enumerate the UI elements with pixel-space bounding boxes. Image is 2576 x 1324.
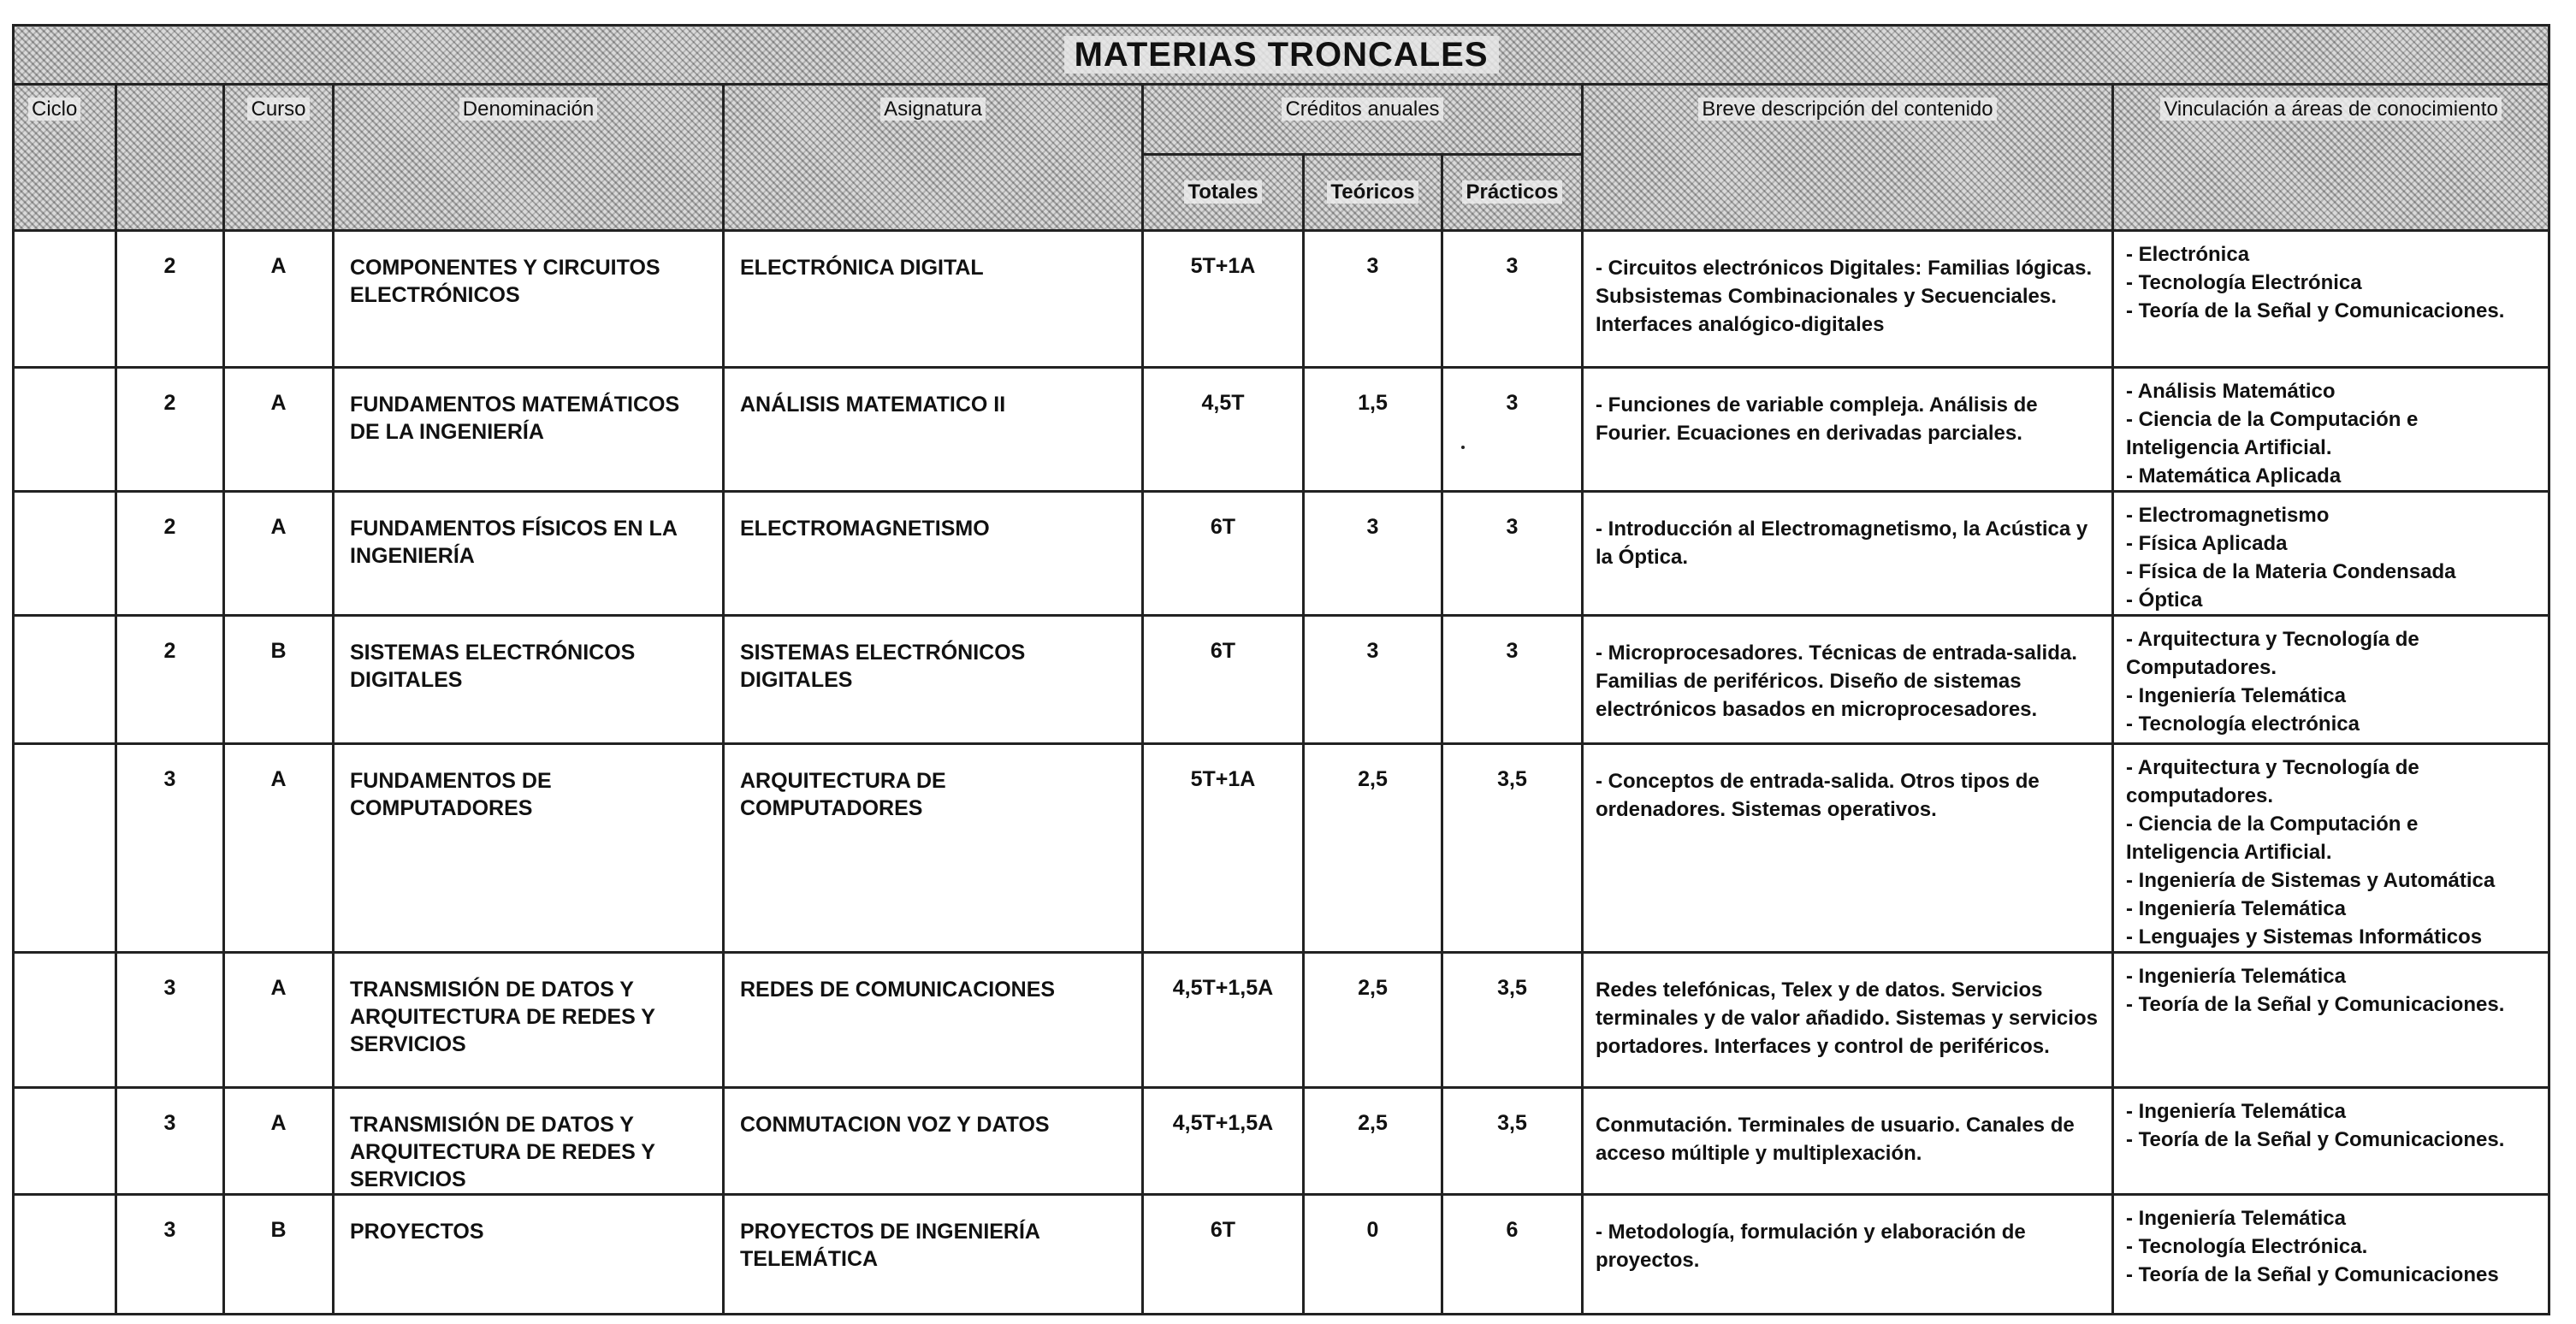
cell-areas xyxy=(2113,744,2549,953)
cell-teoricos: 2,5 xyxy=(1304,953,1442,1088)
area-item: - Ingeniería Telemática xyxy=(2126,1100,2346,1123)
cell-curso: A xyxy=(224,231,334,368)
area-item: - Tecnología Electrónica. xyxy=(2126,1235,2368,1258)
table-row xyxy=(14,368,2549,492)
header-asignatura: Asignatura xyxy=(724,85,1143,231)
table-row xyxy=(14,744,2549,953)
cell-ciclo xyxy=(14,1195,116,1315)
cell-descripcion: - Funciones de variable compleja. Análisis de Fourier. Ecuaciones en derivadas parciales. xyxy=(1583,368,2113,492)
area-item: - Análisis Matemático xyxy=(2126,380,2336,403)
cell-areas xyxy=(2113,492,2549,616)
cell-ciclo xyxy=(14,492,116,616)
header-ciclo: Ciclo xyxy=(14,85,116,231)
area-item: - Matemática Aplicada xyxy=(2126,464,2342,488)
cell-practicos: 3,5 xyxy=(1442,1088,1583,1195)
cell-teoricos: 3 xyxy=(1304,231,1442,368)
area-item: - Electromagnetismo xyxy=(2126,504,2330,527)
cell-practicos: 3,5 xyxy=(1442,953,1583,1088)
cell-totales: 5T+1A xyxy=(1143,231,1304,368)
cell-ciclo xyxy=(14,616,116,744)
cell-curso: A xyxy=(224,744,334,953)
cell-asignatura: ELECTROMAGNETISMO xyxy=(724,492,1143,616)
header-curso: Curso xyxy=(224,85,334,231)
cell-ciclo xyxy=(14,953,116,1088)
cell-totales: 6T xyxy=(1143,616,1304,744)
materias-table xyxy=(12,24,2550,1315)
area-item: - Arquitectura y Tecnología de xyxy=(2126,628,2419,651)
cell-teoricos: 3 xyxy=(1304,616,1442,744)
area-item: - Teoría de la Señal y Comunicaciones. xyxy=(2126,299,2505,322)
cell-practicos: 3,5 xyxy=(1442,744,1583,953)
area-item: - Ingeniería Telemática xyxy=(2126,1207,2346,1230)
cell-ciclo-number: 2 xyxy=(116,368,224,492)
cell-denominacion: PROYECTOS xyxy=(334,1195,724,1315)
area-item: - Ingeniería de Sistemas y Automática xyxy=(2126,869,2496,892)
cell-descripcion: - Microprocesadores. Técnicas de entrada-salida. Familias de periféricos. Diseño de sistemas electrónicos basados en microprocesadores. xyxy=(1583,616,2113,744)
cell-descripcion: - Introducción al Electromagnetismo, la Acústica y la Óptica. xyxy=(1583,492,2113,616)
cell-asignatura: CONMUTACION VOZ Y DATOS xyxy=(724,1088,1143,1195)
area-item: Inteligencia Artificial. xyxy=(2126,841,2332,864)
header-practicos: Prácticos xyxy=(1442,155,1583,231)
table-row xyxy=(14,492,2549,616)
cell-curso: B xyxy=(224,1195,334,1315)
table-row xyxy=(14,1088,2549,1195)
table-row xyxy=(14,231,2549,368)
cell-teoricos: 0 xyxy=(1304,1195,1442,1315)
cell-ciclo-number: 2 xyxy=(116,492,224,616)
cell-practicos: 3 xyxy=(1442,368,1583,492)
area-item: - Teoría de la Señal y Comunicaciones. xyxy=(2126,1128,2505,1151)
cell-teoricos: 3 xyxy=(1304,492,1442,616)
cell-ciclo-number: 2 xyxy=(116,616,224,744)
area-item: Computadores. xyxy=(2126,656,2277,679)
header-totales: Totales xyxy=(1143,155,1304,231)
cell-areas xyxy=(2113,1088,2549,1195)
cell-descripcion: Conmutación. Terminales de usuario. Canales de acceso múltiple y multiplexación. xyxy=(1583,1088,2113,1195)
cell-teoricos: 2,5 xyxy=(1304,1088,1442,1195)
area-item: - Óptica xyxy=(2126,588,2203,612)
area-item: - Arquitectura y Tecnología de xyxy=(2126,756,2419,779)
cell-practicos: 3 xyxy=(1442,492,1583,616)
area-item: - Física Aplicada xyxy=(2126,532,2288,555)
troncales-sheet xyxy=(12,24,2531,1307)
cell-curso: A xyxy=(224,1088,334,1195)
cell-ciclo xyxy=(14,368,116,492)
area-item: - Electrónica xyxy=(2126,243,2250,266)
cell-areas xyxy=(2113,953,2549,1088)
cell-ciclo-number: 3 xyxy=(116,953,224,1088)
area-item: - Tecnología Electrónica xyxy=(2126,271,2362,294)
area-item: - Ingeniería Telemática xyxy=(2126,965,2346,988)
header-creditos: Créditos anuales xyxy=(1143,85,1583,155)
cell-curso: A xyxy=(224,953,334,1088)
cell-practicos: 3 xyxy=(1442,616,1583,744)
cell-teoricos: 1,5 xyxy=(1304,368,1442,492)
cell-denominacion: FUNDAMENTOS FÍSICOS EN LA INGENIERÍA xyxy=(334,492,724,616)
header-teoricos: Teóricos xyxy=(1304,155,1442,231)
cell-descripcion: - Conceptos de entrada-salida. Otros tipos de ordenadores. Sistemas operativos. xyxy=(1583,744,2113,953)
cell-denominacion: COMPONENTES Y CIRCUITOS ELECTRÓNICOS xyxy=(334,231,724,368)
cell-areas xyxy=(2113,616,2549,744)
cell-totales: 6T xyxy=(1143,1195,1304,1315)
cell-ciclo-number: 3 xyxy=(116,744,224,953)
area-item: - Teoría de la Señal y Comunicaciones xyxy=(2126,1263,2499,1286)
cell-totales: 5T+1A xyxy=(1143,744,1304,953)
header-vinculacion: Vinculación a áreas de conocimiento xyxy=(2113,85,2549,231)
cell-totales: 6T xyxy=(1143,492,1304,616)
cell-denominacion: FUNDAMENTOS DE COMPUTADORES xyxy=(334,744,724,953)
cell-ciclo-number: 2 xyxy=(116,231,224,368)
scan-speck xyxy=(1461,446,1465,449)
cell-curso: B xyxy=(224,616,334,744)
header-descripcion: Breve descripción del contenido xyxy=(1583,85,2113,231)
area-item: - Tecnología electrónica xyxy=(2126,712,2360,736)
cell-totales: 4,5T+1,5A xyxy=(1143,1088,1304,1195)
cell-asignatura: PROYECTOS DE INGENIERÍA TELEMÁTICA xyxy=(724,1195,1143,1315)
table-title: MATERIAS TRONCALES xyxy=(14,26,2549,85)
cell-denominacion: TRANSMISIÓN DE DATOS Y ARQUITECTURA DE REDES Y SERVICIOS xyxy=(334,953,724,1088)
cell-asignatura: ELECTRÓNICA DIGITAL xyxy=(724,231,1143,368)
cell-areas xyxy=(2113,368,2549,492)
header-blank xyxy=(116,85,224,231)
area-item: - Ingeniería Telemática xyxy=(2126,897,2346,920)
cell-descripcion: - Circuitos electrónicos Digitales: Familias lógicas. Subsistemas Combinacionales y Secuenciales. Interfaces analógico-digitales xyxy=(1583,231,2113,368)
cell-descripcion: - Metodología, formulación y elaboración de proyectos. xyxy=(1583,1195,2113,1315)
cell-totales: 4,5T+1,5A xyxy=(1143,953,1304,1088)
cell-ciclo xyxy=(14,231,116,368)
cell-denominacion: FUNDAMENTOS MATEMÁTICOS DE LA INGENIERÍA xyxy=(334,368,724,492)
cell-asignatura: REDES DE COMUNICACIONES xyxy=(724,953,1143,1088)
cell-descripcion: Redes telefónicas, Telex y de datos. Servicios terminales y de valor añadido. Sistemas y servicios portadores. Interfaces y control de periféricos. xyxy=(1583,953,2113,1088)
cell-asignatura: ARQUITECTURA DE COMPUTADORES xyxy=(724,744,1143,953)
area-item: - Ingeniería Telemática xyxy=(2126,684,2346,707)
cell-totales: 4,5T xyxy=(1143,368,1304,492)
cell-areas xyxy=(2113,231,2549,368)
table-row xyxy=(14,1195,2549,1315)
area-item: - Ciencia de la Computación e xyxy=(2126,408,2419,431)
cell-curso: A xyxy=(224,492,334,616)
table-row xyxy=(14,953,2549,1088)
cell-practicos: 6 xyxy=(1442,1195,1583,1315)
cell-practicos: 3 xyxy=(1442,231,1583,368)
cell-asignatura: ANÁLISIS MATEMATICO II xyxy=(724,368,1143,492)
header-denominacion: Denominación xyxy=(334,85,724,231)
cell-ciclo-number: 3 xyxy=(116,1088,224,1195)
cell-areas xyxy=(2113,1195,2549,1315)
area-item: Inteligencia Artificial. xyxy=(2126,436,2332,459)
cell-denominacion: TRANSMISIÓN DE DATOS Y ARQUITECTURA DE REDES Y SERVICIOS xyxy=(334,1088,724,1195)
area-item: - Lenguajes y Sistemas Informáticos xyxy=(2126,925,2483,949)
table-row xyxy=(14,616,2549,744)
area-item: - Física de la Materia Condensada xyxy=(2126,560,2456,583)
area-item: - Teoría de la Señal y Comunicaciones. xyxy=(2126,993,2505,1016)
cell-teoricos: 2,5 xyxy=(1304,744,1442,953)
cell-denominacion: SISTEMAS ELECTRÓNICOS DIGITALES xyxy=(334,616,724,744)
area-item: - Ciencia de la Computación e xyxy=(2126,813,2419,836)
cell-asignatura: SISTEMAS ELECTRÓNICOS DIGITALES xyxy=(724,616,1143,744)
area-item: computadores. xyxy=(2126,784,2274,807)
cell-ciclo xyxy=(14,744,116,953)
cell-ciclo xyxy=(14,1088,116,1195)
cell-curso: A xyxy=(224,368,334,492)
cell-ciclo-number: 3 xyxy=(116,1195,224,1315)
